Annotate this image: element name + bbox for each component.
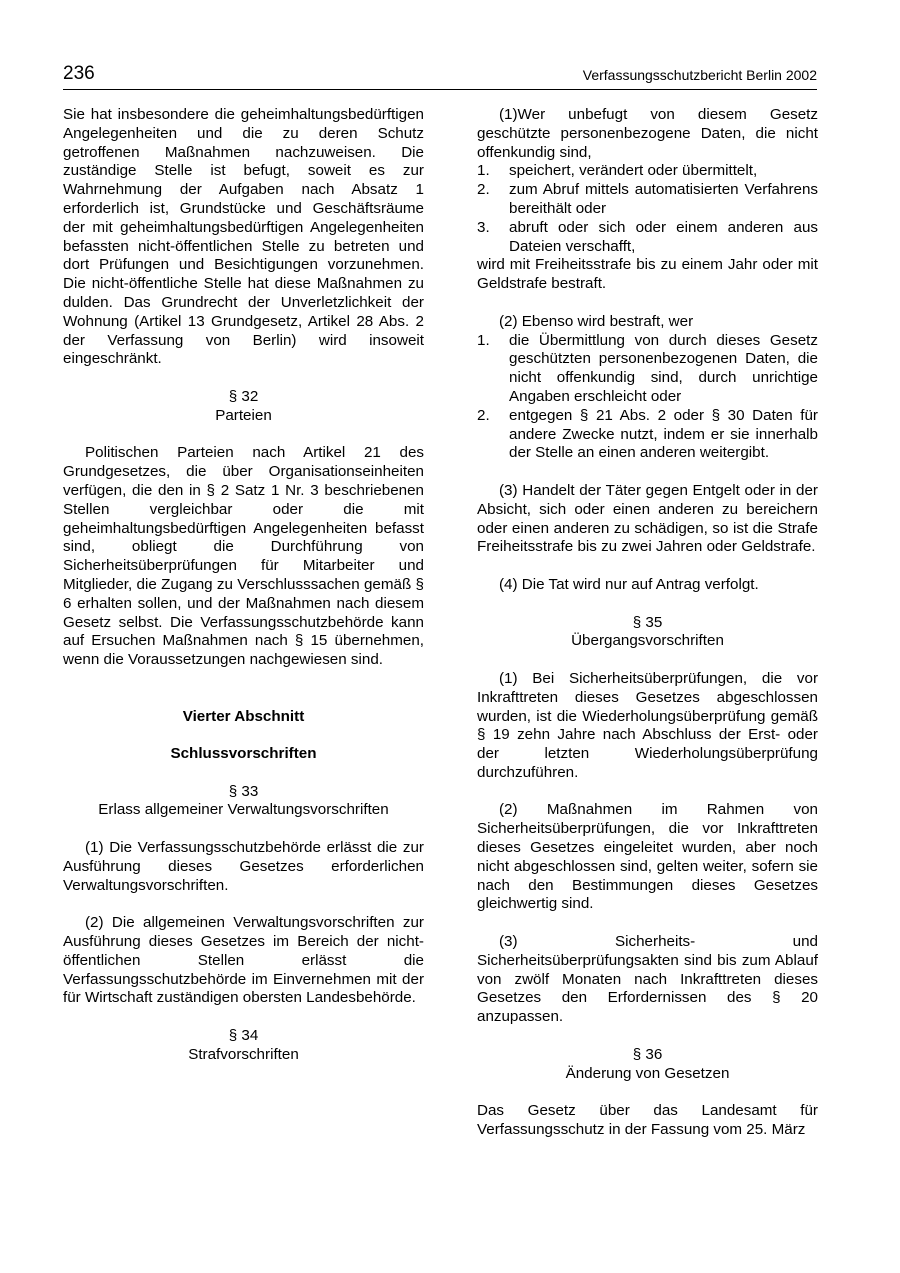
list-item xyxy=(477,181,818,219)
list-item xyxy=(477,407,818,463)
list-item xyxy=(477,332,818,407)
section-36-title: Änderung von Gesetzen xyxy=(565,1064,730,1082)
list-item xyxy=(477,162,818,181)
page-number: 236 xyxy=(63,63,95,84)
list-item-text: zum Abruf mittels automatisierten Verfahrens bereithält oder xyxy=(509,181,818,217)
section-35-number: § 35 xyxy=(632,613,663,631)
section-35-paragraph-2: (2) Maßnahmen im Rahmen von Sicherheitsüberprüfungen, die vor Inkrafttreten dieses Gesetzes eingeleitet wurden, aber noch nicht abgeschlossen sind, gelten weiter, sofern sie nach den Bestimmungen dieses Gesetzes gleichwertig sind. xyxy=(477,801,818,913)
list-item-text: speichert, verändert oder übermittelt, xyxy=(509,162,758,180)
left-column xyxy=(63,106,424,1065)
list-item-number: 1. xyxy=(477,162,490,180)
chapter-subheading: Schlussvorschriften xyxy=(170,745,317,763)
section-34-number: § 34 xyxy=(228,1027,259,1045)
section-34-paragraph-2-intro: (2) Ebenso wird bestraft, wer xyxy=(499,312,694,330)
section-34-paragraph-1-outro: wird mit Freiheitsstrafe bis zu einem Jahr oder mit Geldstrafe bestraft. xyxy=(477,256,818,293)
right-column xyxy=(477,106,818,1140)
section-35-paragraph-1: (1) Bei Sicherheitsüberprüfungen, die vor Inkrafttreten dieses Gesetzes abgeschlossen wurden, ist die Wiederholungsüberprüfung gemäß § 19 zehn Jahre nach Abschluss der Erst- oder der letzten Wiederholungsüberprüfung durchzuführen. xyxy=(477,669,818,781)
list-item-number: 1. xyxy=(477,331,490,349)
section-34-title: Strafvorschriften xyxy=(188,1045,299,1063)
section-32-text: Politischen Parteien nach Artikel 21 des Grundgesetzes, die über Organisationseinheiten verfügen, die den in § 2 Satz 1 Nr. 3 beschriebenen Stellen vergleichbar oder die mit geheimhaltungsbedürftigen Angelegenheiten befasst sind, obliegt die Durchführung von Sicherheitsüberprüfungen für Mitarbeiter und Mitglieder, die Zugang zu Verschlusssachen gemäß § 6 erhalten sollen, und der Maßnahmen nach diesem Gesetz selbst. Die Verfassungsschutzbehörde kann auf Ersuchen Maßnahmen nach § 15 übernehmen, wenn die Voraussetzungen nachgewiesen sind. xyxy=(63,444,424,669)
list-item-text: abruft oder sich oder einem anderen aus Dateien verschafft, xyxy=(509,218,818,255)
section-36-text: Das Gesetz über das Landesamt für Verfassungsschutz in der Fassung vom 25. März xyxy=(477,1102,818,1139)
section-35-paragraph-3: (3) Sicherheits- und Sicherheitsüberprüfungsakten sind bis zum Ablauf von zwölf Monaten nach Inkrafttreten dieses Gesetzes den Erfordernissen des § 20 anzupassen. xyxy=(477,933,818,1026)
section-35-title: Übergangsvorschriften xyxy=(571,632,724,650)
section-33-title: Erlass allgemeiner Verwaltungsvorschriften xyxy=(98,801,389,819)
section-33-paragraph-2: (2) Die allgemeinen Verwaltungsvorschriften zur Ausführung dieses Gesetzes im Bereich der nicht-öffentlichen Stellen erlässt die Verfassungsschutzbehörde im Einvernehmen mit der für Wirtschaft zuständigen obersten Landesbehörde. xyxy=(63,914,424,1007)
list-item-text: entgegen § 21 Abs. 2 oder § 30 Daten für andere Zwecke nutzt, indem er sie innerhalb der Stelle an einen anderen weitergibt. xyxy=(509,406,818,462)
running-title: Verfassungsschutzbericht Berlin 2002 xyxy=(582,67,817,83)
section-36-number: § 36 xyxy=(632,1045,663,1063)
list-item-number: 2. xyxy=(477,406,490,424)
section-32-number: § 32 xyxy=(228,387,259,405)
chapter-heading: Vierter Abschnitt xyxy=(182,707,305,725)
section-31-continuation: Sie hat insbesondere die geheimhaltungsbedürftigen Angelegenheiten und die zu deren Schutz getroffenen Maßnahmen nachzuweisen. Die zuständige Stelle ist befugt, soweit es zur Wahrnehmung der Aufgaben nach Absatz 1 erforderlich ist, Grundstücke und Geschäftsräume der mit geheimhaltungsbedürftigen Angelegenheiten befassten nicht-öffentlichen Stelle zu betreten und dort Prüfungen und Besichtigungen vorzunehmen. Die nicht-öffentliche Stelle hat diese Maßnahmen zu dulden. Das Grundrecht der Unverletzlichkeit der Wohnung (Artikel 13 Grundgesetz, Artikel 28 Abs. 2 der Verfassung von Berlin) wird insoweit eingeschränkt. xyxy=(63,106,424,368)
page-header xyxy=(63,63,817,90)
list-item-number: 2. xyxy=(477,181,490,199)
section-33-paragraph-1: (1) Die Verfassungsschutzbehörde erlässt die zur Ausführung dieses Gesetzes erforderlichen Verwaltungsvorschriften. xyxy=(63,839,424,894)
list-item xyxy=(477,219,818,257)
list-item-text: die Übermittlung von durch dieses Gesetz geschützten personenbezogenen Daten, die nicht offenkundig sind, durch unrichtige Angaben erschleicht oder xyxy=(509,331,818,405)
section-34-paragraph-3: (3) Handelt der Täter gegen Entgelt oder in der Absicht, sich oder einen anderen zu bereichern oder einen anderen zu schädigen, so ist die Strafe Freiheitsstrafe bis zu zwei Jahren oder Geldstrafe. xyxy=(477,481,818,556)
list-item-number: 3. xyxy=(477,218,490,236)
section-34-paragraph-4: (4) Die Tat wird nur auf Antrag verfolgt. xyxy=(499,575,759,593)
section-34-paragraph-1-intro: (1)Wer unbefugt von diesem Gesetz geschützte personenbezogene Daten, die nicht offenkundig sind, xyxy=(477,106,818,161)
section-33-number: § 33 xyxy=(228,782,259,800)
section-32-title: Parteien xyxy=(215,406,272,424)
